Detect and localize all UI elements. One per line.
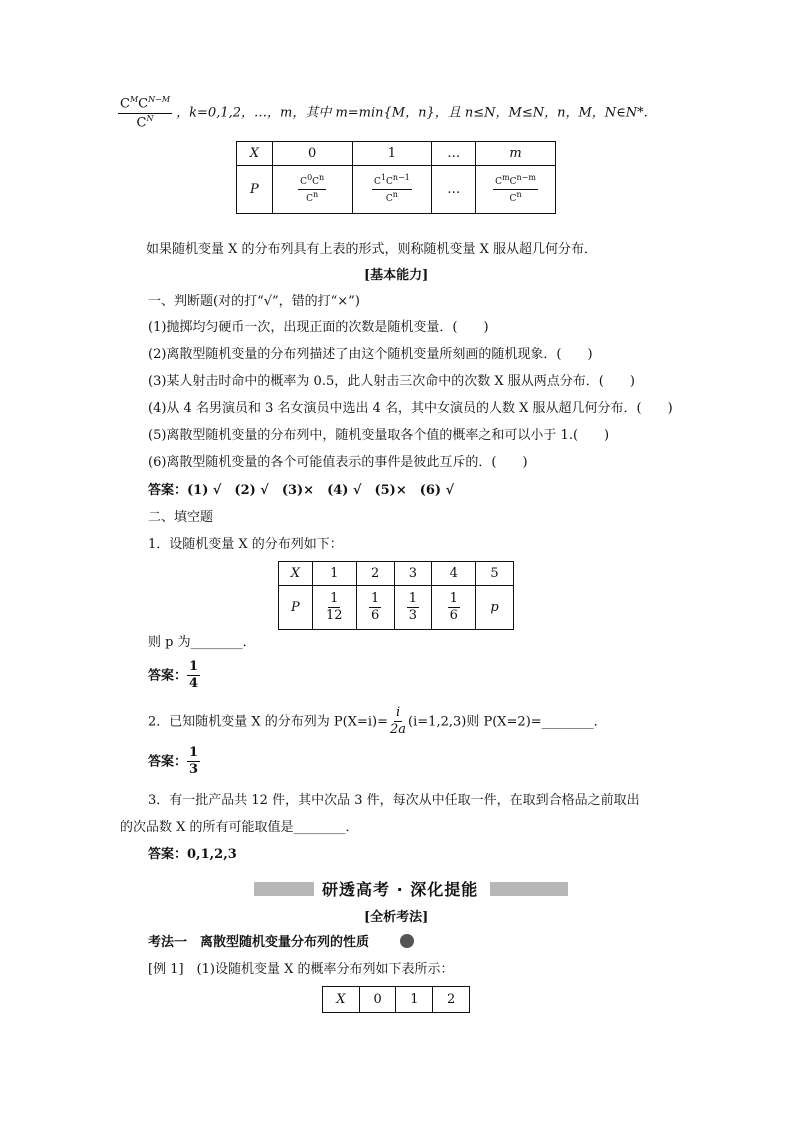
table-cell: m (476, 142, 556, 166)
section-full-analysis: [全析考法] (364, 910, 429, 925)
q3-line2: 的次品数 X 的所有可能取值是________． (120, 820, 359, 835)
table-cell: X (237, 142, 273, 166)
table-cell: … (432, 166, 476, 214)
table-cell: $\frac{C^0C^n}{C^n}$ (272, 166, 352, 214)
banner-title: 研透高考 · 深化提能 (322, 880, 479, 899)
banner-bar-left (254, 882, 314, 896)
judge-item: (3)某人射击时命中的概率为 0.5，此人射击三次命中的次数 X 服从两点分布．( ) (148, 374, 635, 389)
hypergeometric-fraction: $\frac{C^MC^{N-M}}{C^N}$ (120, 95, 171, 130)
q1-text: 1．设随机变量 X 的分布列如下： (148, 537, 343, 552)
table-cell: $\frac{1}{6}$ (432, 586, 476, 630)
judge-item: (5)离散型随机变量的分布列中，随机变量取各个值的概率之和可以小于 1.( ) (148, 428, 610, 443)
formula-line (118, 96, 648, 130)
table-cell: $\frac{C^mC^{n-m}}{C^n}$ (476, 166, 556, 214)
table-cell: $\frac{1}{3}$ (394, 586, 432, 630)
judge-item: (1)抛掷均匀硬币一次，出现正面的次数是随机变量．( ) (148, 320, 489, 335)
table-cell: … (432, 142, 476, 166)
table-cell: 0 (359, 987, 396, 1013)
table-cell: p (476, 586, 514, 630)
banner-bar-right (490, 882, 568, 896)
table-cell: 5 (476, 562, 514, 586)
judge-answer: 答案：(1) √ (2) √ (3)× (4) √ (5)× (6) √ (148, 483, 455, 498)
formula-tail: ，k=0,1,2，…，m，其中 m=min{M，n}，且 n≤N，M≤N，n，M，N∈N*. (176, 105, 648, 121)
judge-title: 一、判断题(对的打“√”，错的打“×”) (148, 294, 360, 309)
fill-title: 二、填空题 (148, 510, 214, 525)
judge-item: (4)从 4 名男演员和 3 名女演员中选出 4 名，其中女演员的人数 X 服从超几何分布．( ) (148, 401, 673, 416)
judge-item: (2)离散型随机变量的分布列描述了由这个随机变量所刻画的随机现象．( ) (148, 347, 593, 362)
table-cell: $\frac{C^1C^{n-1}}{C^n}$ (352, 166, 432, 214)
q1-distribution-table (278, 561, 514, 630)
table-cell: 4 (432, 562, 476, 586)
example-table (322, 986, 470, 1013)
q1-answer: 答案： $\frac{1}{4}$ (148, 659, 199, 692)
hypergeometric-table (236, 141, 556, 214)
table-cell: $\frac{1}{6}$ (356, 586, 394, 630)
table-cell: P (237, 166, 273, 214)
table-cell: 1 (396, 987, 433, 1013)
q2-text: 2．已知随机变量 X 的分布列为 P(X=i)= $\frac{i}{2a}$ (i=1,2,3)则 P(X=2)=________． (148, 705, 607, 738)
q3-answer: 答案：0,1,2,3 (148, 847, 237, 862)
q3-line1: 3．有一批产品共 12 件，其中次品 3 件，每次从中任取一件，在取到合格品之前取出 (148, 793, 640, 808)
method-title: 考法一 离散型随机变量分布列的性质 (148, 935, 370, 950)
table-cell: 1 (352, 142, 432, 166)
table-cell: 2 (356, 562, 394, 586)
table-cell: 3 (394, 562, 432, 586)
table-cell: 0 (272, 142, 352, 166)
table-cell: X (323, 987, 360, 1013)
table-cell: X (279, 562, 313, 586)
judge-item: (6)离散型随机变量的各个可能值表示的事件是彼此互斥的．( ) (148, 455, 528, 470)
table-cell: 1 (312, 562, 356, 586)
table-cell: P (279, 586, 313, 630)
section-basic-ability: [基本能力] (364, 268, 429, 283)
table-cell: 2 (433, 987, 470, 1013)
definition-statement: 如果随机变量 X 的分布列具有上表的形式，则称随机变量 X 服从超几何分布． (146, 242, 598, 257)
q2-answer: 答案： $\frac{1}{3}$ (148, 745, 199, 778)
example-title: [例 1] (1)设随机变量 X 的概率分布列如下表所示： (148, 962, 454, 977)
bullet-dot-icon (400, 934, 414, 948)
table-cell: $\frac{1}{12}$ (312, 586, 356, 630)
q1-ask: 则 p 为________． (148, 635, 256, 650)
